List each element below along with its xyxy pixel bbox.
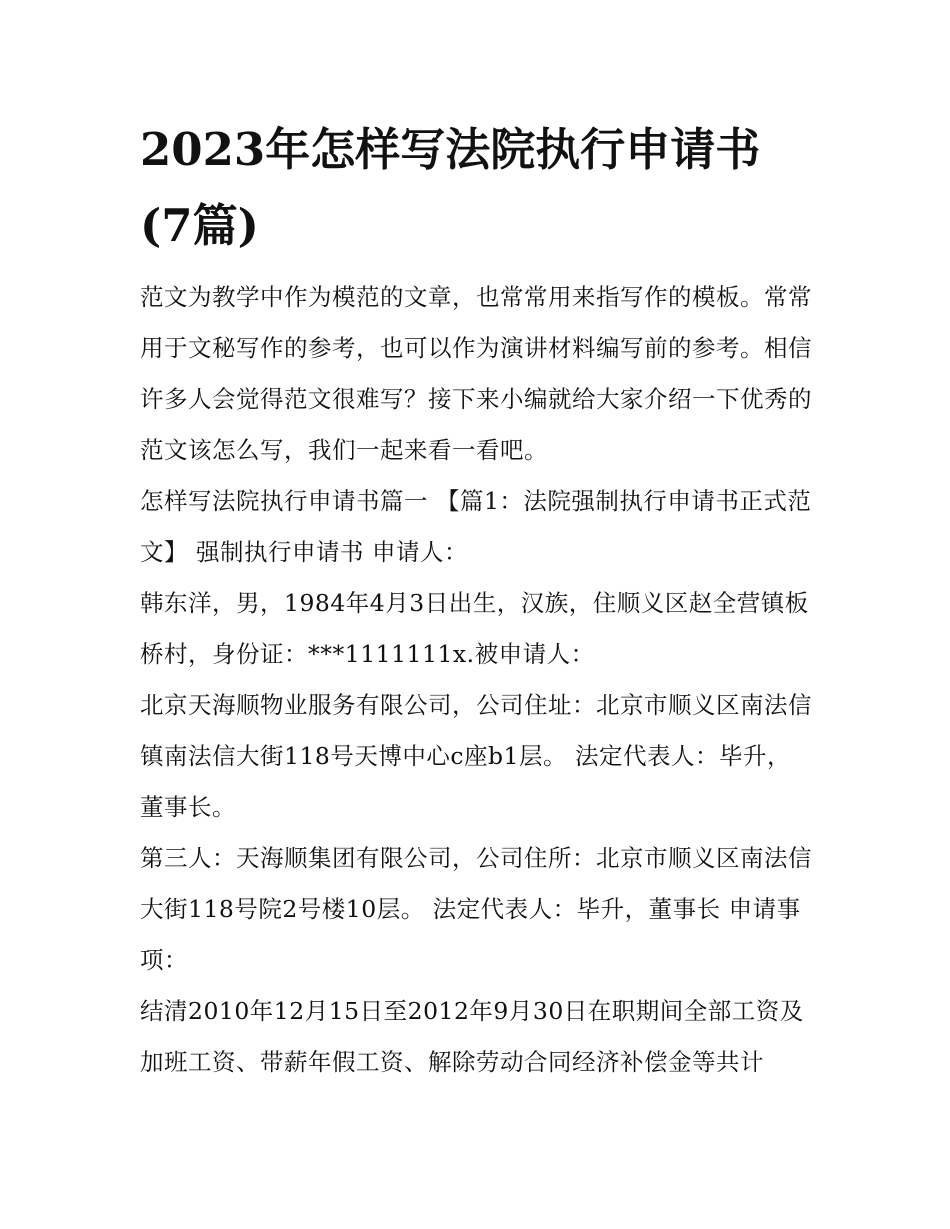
- third-party-paragraph: 第三人：天海顺集团有限公司，公司住所：北京市顺义区南法信大街118号院2号楼10层。 法定代表人：毕升，董事长 申请事项：: [140, 844, 812, 974]
- document-title: 2023年怎样写法院执行申请书(7篇): [140, 123, 761, 252]
- respondent-paragraph: 北京天海顺物业服务有限公司，公司住址：北京市顺义区南法信镇南法信大街118号天博中心c座b1层。 法定代表人：毕升，董事长。: [140, 691, 812, 821]
- document-page: [140, 112, 812, 1088]
- intro-paragraph: 范文为教学中作为模范的文章，也常常用来指写作的模板。常常用于文秘写作的参考，也可以作为演讲材料编写前的参考。相信许多人会觉得范文很难写？接下来小编就给大家介绍一下优秀的范文该怎么写，我们一起来看一看吧。: [140, 283, 812, 464]
- claim-paragraph: 结清2010年12月15日至2012年9月30日在职期间全部工资及加班工资、带薪年假工资、解除劳动合同经济补偿金等共计: [140, 997, 804, 1076]
- applicant-paragraph: 韩东洋，男，1984年4月3日出生，汉族，住顺义区赵全营镇板桥村，身份证：***1111111x.被申请人：: [140, 589, 809, 668]
- section-heading-paragraph: 怎样写法院执行申请书篇一 【篇1：法院强制执行申请书正式范文】 强制执行申请书 申请人：: [140, 487, 812, 566]
